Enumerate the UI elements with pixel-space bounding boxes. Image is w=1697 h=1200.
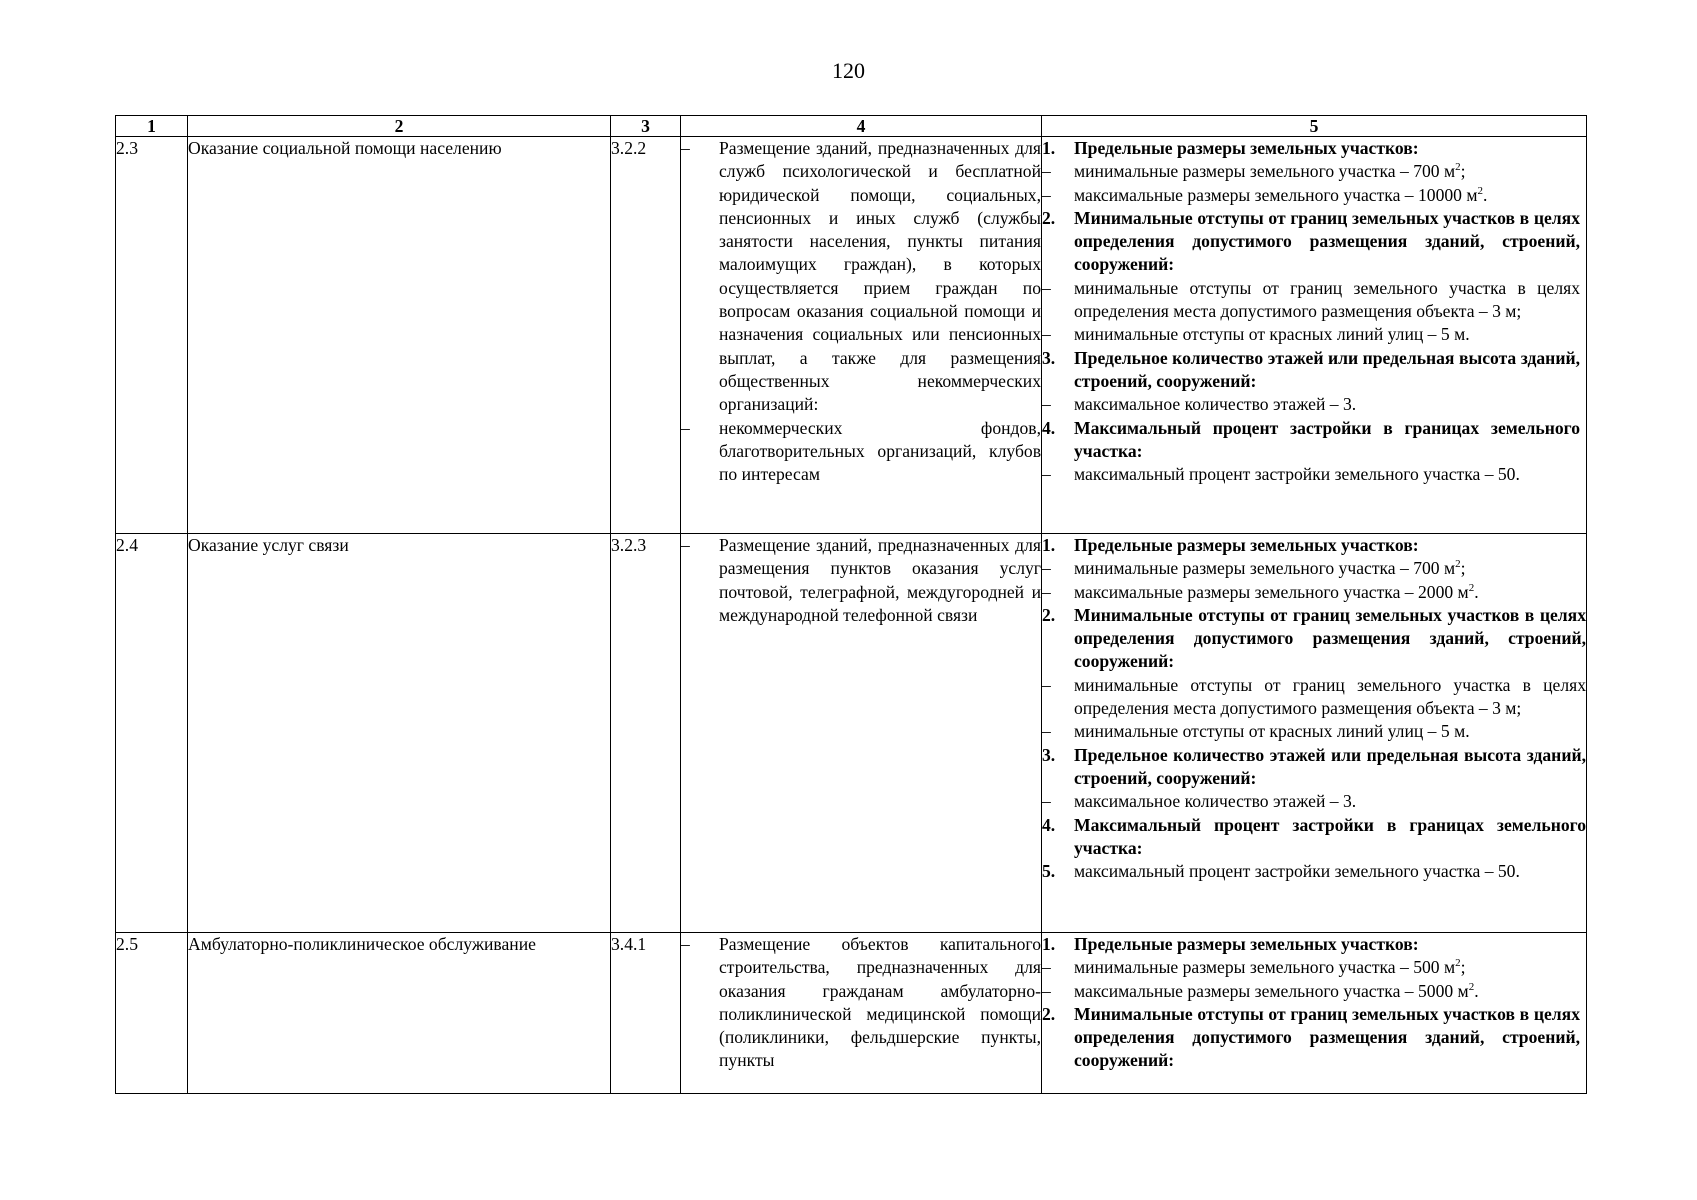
param-number: 3. [1042, 744, 1056, 765]
dash-marker: – [1042, 721, 1051, 742]
table-row [116, 137, 1587, 534]
param-text: минимальные отступы от границ земельного участка в целях определения места допустимого размещения объекта – 3 м; [1074, 277, 1580, 322]
dash-marker: – [681, 417, 690, 438]
use-code: 3.2.3 [611, 534, 681, 933]
param-text: Минимальные отступы от границ земельных участков в целях определения допустимого размещения зданий, строений, сооружений: [1074, 1003, 1580, 1071]
dash-marker: – [1042, 184, 1051, 205]
param-text [1074, 160, 1580, 183]
param-text: Предельные размеры земельных участков: [1074, 934, 1419, 954]
param-punct: . [1474, 581, 1479, 602]
param-number: 5. [1042, 861, 1056, 882]
superscript: 2 [1468, 581, 1475, 594]
dash-marker: – [681, 138, 690, 158]
column-header-3: 3 [611, 116, 681, 137]
dash-marker: – [1042, 277, 1051, 298]
use-code: 3.2.2 [611, 137, 681, 534]
use-name: Амбулаторно-поликлиническое обслуживание [188, 933, 611, 1094]
header-row [116, 116, 1587, 137]
param-heading [1042, 207, 1580, 277]
param-value: максимальные размеры земельного участка – 2000 м [1074, 581, 1469, 602]
use-name: Оказание социальной помощи населению [188, 137, 611, 534]
param-number: 2. [1042, 604, 1056, 625]
param-value: минимальные размеры земельного участка – 700 м [1074, 161, 1456, 182]
superscript: 2 [1455, 161, 1461, 174]
column-header-5: 5 [1042, 116, 1587, 137]
param-punct: ; [1460, 161, 1466, 182]
param-heading [1042, 814, 1586, 861]
param-punct: ; [1460, 558, 1466, 579]
param-heading [1042, 534, 1586, 557]
param-heading [1042, 347, 1580, 394]
param-punct: ; [1460, 957, 1466, 978]
param-item [1042, 790, 1586, 813]
use-code: 3.4.1 [611, 933, 681, 1094]
column-header-1: 1 [116, 116, 188, 137]
superscript: 2 [1455, 957, 1461, 970]
param-number: 1. [1042, 535, 1056, 555]
param-value: минимальные размеры земельного участка – 700 м [1074, 558, 1456, 579]
table-row [116, 534, 1587, 933]
dash-marker: – [681, 934, 690, 954]
param-heading [1042, 933, 1580, 956]
param-text [1074, 557, 1586, 580]
param-text: максимальное количество этажей – 3. [1074, 791, 1357, 812]
description-item [681, 933, 1041, 1073]
use-name: Оказание услуг связи [188, 534, 611, 933]
use-parameters [1042, 137, 1587, 534]
param-item [1042, 463, 1580, 486]
param-number: 4. [1042, 417, 1056, 438]
dash-marker: – [1042, 980, 1051, 1001]
param-item [1042, 184, 1580, 207]
param-item [1042, 720, 1586, 743]
table-row [116, 933, 1587, 1094]
use-parameters [1042, 534, 1587, 933]
param-number: 1. [1042, 138, 1056, 158]
use-parameters [1042, 933, 1587, 1094]
param-number: 3. [1042, 347, 1056, 368]
param-item [1042, 674, 1586, 721]
dash-marker: – [1042, 581, 1051, 602]
dash-marker: – [1042, 394, 1051, 415]
dash-marker: – [1042, 324, 1051, 345]
param-punct: . [1483, 184, 1488, 205]
param-item [1042, 860, 1586, 883]
page-number: 120 [832, 58, 865, 83]
param-text: максимальный процент застройки земельного участка – 50. [1074, 861, 1520, 882]
description-item [681, 417, 1041, 487]
description-clip [681, 933, 1041, 1093]
param-heading [1042, 417, 1580, 464]
superscript: 2 [1468, 980, 1475, 993]
param-text: минимальные отступы от границ земельного участка в целях определения места допустимого размещения объекта – 3 м; [1074, 674, 1586, 719]
param-item [1042, 277, 1580, 324]
param-item [1042, 160, 1580, 183]
param-heading [1042, 744, 1586, 791]
description-text: Размещение зданий, предназначенных для служб психологической и бесплатной юридической помощи, социальных, пенсионных и иных служб (службы занятости населения, пункты питания малоимущих граждан), в которых осуществляется прием граждан по вопросам оказания социальной помощи и назначения социальных или пенсионных выплат, а также для размещения общественных некоммерческих организаций: [719, 138, 1041, 415]
param-value: максимальные размеры земельного участка – 5000 м [1074, 980, 1469, 1001]
param-punct: . [1474, 980, 1479, 1001]
column-header-2: 2 [188, 116, 611, 137]
param-text: Предельное количество этажей или предельная высота зданий, строений, сооружений: [1074, 347, 1580, 391]
use-description [681, 137, 1042, 534]
param-text: Минимальные отступы от границ земельных участков в целях определения допустимого размещения зданий, строений, сооружений: [1074, 604, 1586, 672]
param-text: Максимальный процент застройки в границах земельного участка: [1074, 814, 1586, 858]
row-number: 2.3 [116, 137, 188, 534]
description-text: Размещение объектов капитального строительства, предназначенных для оказания гражданам амбулаторно-поликлинической медицинской помощи (поликлиники, фельдшерские пункты, пункты [719, 934, 1041, 1071]
param-text: Минимальные отступы от границ земельных участков в целях определения допустимого размещения зданий, строений, сооружений: [1074, 207, 1580, 275]
param-text: максимальный процент застройки земельного участка – 50. [1074, 464, 1520, 485]
dash-marker: – [1042, 161, 1051, 182]
param-number: 2. [1042, 1003, 1056, 1024]
param-text: Предельные размеры земельных участков: [1074, 535, 1419, 555]
param-text: минимальные отступы от красных линий улиц – 5 м. [1074, 721, 1470, 742]
param-text: Предельное количество этажей или предельная высота зданий, строений, сооружений: [1074, 744, 1586, 788]
param-item [1042, 557, 1586, 580]
param-text: минимальные отступы от красных линий улиц – 5 м. [1074, 324, 1470, 345]
param-item [1042, 393, 1580, 416]
superscript: 2 [1477, 184, 1483, 197]
param-number: 4. [1042, 814, 1056, 835]
dash-marker: – [1042, 674, 1051, 695]
param-text: максимальное количество этажей – 3. [1074, 394, 1357, 415]
param-text [1074, 980, 1580, 1003]
param-item [1042, 581, 1586, 604]
param-item [1042, 980, 1580, 1003]
dash-marker: – [1042, 558, 1051, 579]
param-heading [1042, 1003, 1580, 1073]
regulations-table [115, 115, 1587, 1094]
param-text: Максимальный процент застройки в границах земельного участка: [1074, 417, 1580, 461]
dash-marker: – [681, 535, 690, 555]
param-heading [1042, 604, 1586, 674]
param-number: 2. [1042, 207, 1056, 228]
description-item [681, 534, 1041, 627]
dash-marker: – [1042, 464, 1051, 485]
description-item [681, 137, 1041, 417]
param-text [1074, 581, 1586, 604]
dash-marker: – [1042, 957, 1051, 978]
use-description [681, 933, 1042, 1094]
description-text: некоммерческих фондов, благотворительных организаций, клубов по интересам [719, 417, 1041, 485]
param-value: максимальные размеры земельного участка – 10000 м [1074, 184, 1478, 205]
param-number: 1. [1042, 934, 1056, 954]
row-number: 2.5 [116, 933, 188, 1094]
param-item [1042, 956, 1580, 979]
param-heading [1042, 137, 1580, 160]
dash-marker: – [1042, 791, 1051, 812]
param-item [1042, 323, 1580, 346]
param-text [1074, 956, 1580, 979]
param-text [1074, 184, 1580, 207]
column-header-4: 4 [681, 116, 1042, 137]
description-text: Размещение зданий, предназначенных для размещения пунктов оказания услуг почтовой, телеграфной, междугородней и международной телефонной связи [719, 535, 1041, 625]
param-text: Предельные размеры земельных участков: [1074, 138, 1419, 158]
row-number: 2.4 [116, 534, 188, 933]
use-description [681, 534, 1042, 933]
superscript: 2 [1455, 558, 1461, 571]
param-value: минимальные размеры земельного участка – 500 м [1074, 957, 1456, 978]
